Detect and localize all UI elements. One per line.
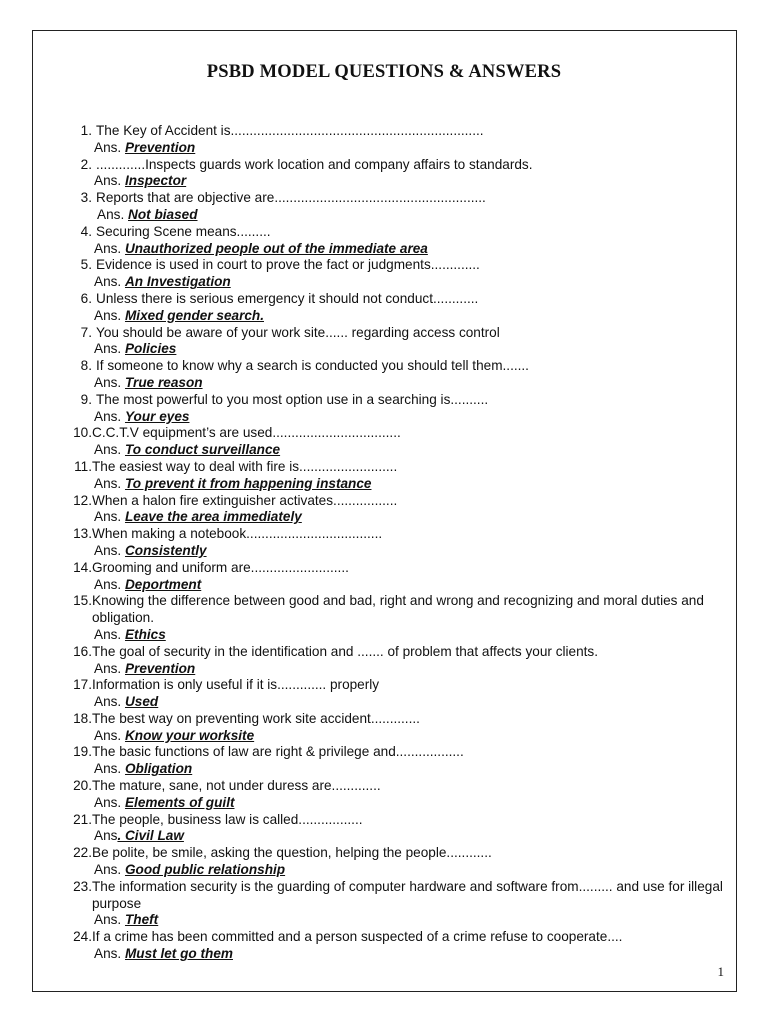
question-text: The most powerful to you most option use in a searching is.......... (96, 391, 489, 407)
answer-line (66, 795, 726, 812)
question-line (66, 459, 726, 476)
answer-line (66, 173, 726, 190)
answer-text: Consistently (124, 542, 207, 558)
answer-line (66, 728, 726, 745)
answer-text: Leave the area immediately (124, 509, 302, 525)
answer-prefix: Ans (94, 828, 118, 844)
answer-text: Not biased (128, 206, 198, 222)
question-text: The easiest way to deal with fire is.......................... (92, 458, 398, 474)
answer-line (66, 828, 726, 845)
answer-line (66, 442, 726, 459)
answer-line (66, 140, 726, 157)
question-number: 3. (80, 190, 92, 206)
question-number: 18. (73, 710, 92, 726)
answer-text: Theft (124, 912, 159, 928)
answer-prefix: Ans. (94, 862, 125, 878)
answer-text: Know your worksite (124, 727, 255, 743)
question-number: 24. (73, 929, 92, 945)
question-line (66, 778, 726, 795)
question-text: The information security is the guarding of computer hardware and software from......... and use for illegal purpose (92, 878, 727, 911)
question-item (66, 425, 726, 459)
question-text: Reports that are objective are........................................................ (96, 190, 486, 206)
question-line (66, 493, 726, 510)
question-text: Unless there is serious emergency it should not conduct............ (96, 290, 479, 306)
answer-text: Deportment (124, 576, 202, 592)
question-number: 23. (73, 878, 92, 894)
question-text: If a crime has been committed and a person suspected of a crime refuse to cooperate.... (92, 929, 623, 945)
question-line (66, 291, 726, 308)
question-line (66, 526, 726, 543)
question-line (66, 593, 726, 627)
question-number: 19. (73, 744, 92, 760)
question-number: 1. (80, 123, 92, 138)
question-line (66, 224, 726, 241)
question-item (66, 812, 726, 846)
question-line (66, 190, 726, 207)
question-number: 15. (73, 593, 92, 609)
question-number: 21. (73, 811, 92, 827)
answer-text: Prevention (124, 660, 196, 676)
question-item (66, 157, 726, 191)
question-item (66, 526, 726, 560)
answer-text: Your eyes (124, 408, 190, 424)
answer-prefix: Ans. (94, 946, 125, 962)
question-item (66, 325, 726, 359)
answer-text: Obligation (124, 761, 193, 777)
answer-prefix: Ans. (94, 626, 125, 642)
question-line (66, 123, 726, 140)
question-number: 17. (73, 677, 92, 693)
question-item (66, 778, 726, 812)
question-item (66, 677, 726, 711)
answer-line (66, 946, 726, 963)
question-item (66, 711, 726, 745)
answer-prefix: Ans. (94, 509, 125, 525)
question-line (66, 325, 726, 342)
question-item (66, 224, 726, 258)
answer-prefix: Ans. (94, 139, 125, 155)
answer-line (66, 509, 726, 526)
question-number: 5. (80, 257, 92, 273)
question-number: 4. (80, 223, 92, 239)
question-line (66, 560, 726, 577)
answer-prefix: Ans. (94, 912, 125, 928)
question-text: Securing Scene means......... (96, 223, 271, 239)
question-line (66, 157, 726, 174)
question-line (66, 812, 726, 829)
answer-text: Must let go them (124, 946, 233, 962)
answer-prefix: Ans. (94, 542, 125, 558)
question-number: 8. (80, 358, 92, 374)
answer-prefix: Ans. (94, 341, 125, 357)
document-title: PSBD MODEL QUESTIONS & ANSWERS (206, 62, 562, 82)
answer-prefix: Ans. (94, 794, 125, 810)
answer-line (66, 627, 726, 644)
question-text: Information is only useful if it is............. properly (92, 677, 380, 693)
answer-line (66, 661, 726, 678)
answer-text: Inspector (124, 173, 187, 189)
question-item (66, 190, 726, 224)
question-item (66, 879, 726, 929)
question-number: 9. (80, 391, 92, 407)
question-item (66, 358, 726, 392)
question-item (66, 644, 726, 678)
question-line (66, 644, 726, 661)
answer-prefix: Ans. (94, 206, 129, 222)
page-number: 1 (717, 964, 724, 979)
answer-prefix: Ans. (94, 274, 125, 290)
answer-text: Good public relationship (124, 862, 286, 878)
question-item (66, 392, 726, 426)
question-number: 14. (73, 559, 92, 575)
question-number: 11. (74, 458, 92, 474)
question-line (66, 929, 726, 946)
question-number: 22. (73, 845, 92, 861)
question-text: Grooming and uniform are.......................... (92, 559, 349, 575)
answer-prefix: Ans. (94, 761, 125, 777)
question-number: 6. (80, 290, 92, 306)
question-answer-list (66, 123, 726, 963)
answer-line (66, 308, 726, 325)
question-item (66, 560, 726, 594)
answer-text: To conduct surveillance (124, 442, 281, 458)
question-item (66, 744, 726, 778)
question-number: 7. (80, 324, 92, 340)
question-text: If someone to know why a search is conducted you should tell them....... (96, 358, 529, 374)
answer-prefix: Ans. (94, 408, 125, 424)
question-number: 13. (73, 526, 92, 542)
question-item (66, 257, 726, 291)
answer-text: True reason (124, 374, 203, 390)
answer-text: An Investigation (124, 274, 231, 290)
question-number: 10. (73, 425, 92, 441)
answer-line (66, 543, 726, 560)
question-text: Evidence is used in court to prove the fact or judgments............. (96, 257, 480, 273)
answer-line (66, 375, 726, 392)
question-line (66, 257, 726, 274)
question-line (66, 358, 726, 375)
question-item (66, 929, 726, 963)
answer-line (66, 862, 726, 879)
question-item (66, 123, 726, 157)
answer-line (66, 577, 726, 594)
answer-text: Prevention (124, 139, 196, 155)
answer-line (66, 241, 726, 258)
answer-prefix: Ans. (94, 374, 125, 390)
answer-line (66, 761, 726, 778)
answer-line (66, 476, 726, 493)
answer-line (66, 341, 726, 358)
question-item (66, 593, 726, 643)
question-text: The mature, sane, not under duress are............. (92, 778, 381, 794)
question-number: 20. (73, 778, 92, 794)
question-number: 12. (73, 492, 92, 508)
question-item (66, 291, 726, 325)
answer-text: Mixed gender search. (124, 307, 264, 323)
question-text: The best way on preventing work site accident............. (92, 710, 420, 726)
answer-text: To prevent it from happening instance (124, 475, 372, 491)
answer-prefix: Ans. (94, 727, 125, 743)
question-line (66, 677, 726, 694)
question-line (66, 879, 726, 913)
answer-prefix: Ans. (94, 240, 125, 256)
answer-text: Ethics (124, 626, 166, 642)
question-line (66, 711, 726, 728)
question-item (66, 459, 726, 493)
question-text: The Key of Accident is................................................................... (96, 123, 484, 138)
answer-prefix: Ans. (94, 475, 125, 491)
question-line (66, 425, 726, 442)
question-text: Be polite, be smile, asking the question, helping the people............ (92, 845, 492, 861)
question-text: C.C.T.V equipment’s are used.................................. (92, 425, 401, 441)
question-item (66, 493, 726, 527)
answer-text: . Civil Law (117, 828, 184, 844)
answer-text: Unauthorized people out of the immediate area (124, 240, 428, 256)
answer-line (66, 912, 726, 929)
question-text: When making a notebook.................................... (92, 526, 383, 542)
question-number: 2. (80, 156, 92, 172)
question-line (66, 845, 726, 862)
answer-text: Policies (124, 341, 177, 357)
answer-text: Elements of guilt (124, 794, 235, 810)
question-line (66, 392, 726, 409)
question-text: .............Inspects guards work location and company affairs to standards. (96, 156, 533, 172)
question-item (66, 845, 726, 879)
answer-prefix: Ans. (94, 442, 125, 458)
question-text: When a halon fire extinguisher activates................. (92, 492, 398, 508)
answer-line (66, 694, 726, 711)
question-text: The people, business law is called................. (92, 811, 363, 827)
answer-text: Used (124, 694, 159, 710)
answer-prefix: Ans. (94, 660, 125, 676)
answer-prefix: Ans. (94, 694, 125, 710)
question-number: 16. (73, 643, 92, 659)
question-text: The goal of security in the identification and ....... of problem that affects your clients. (92, 643, 599, 659)
answer-prefix: Ans. (94, 307, 125, 323)
question-text: The basic functions of law are right & privilege and.................. (92, 744, 464, 760)
answer-prefix: Ans. (94, 576, 125, 592)
question-line (66, 744, 726, 761)
question-text: Knowing the difference between good and bad, right and wrong and recognizing and moral duties and obligation. (92, 593, 708, 626)
answer-line (66, 274, 726, 291)
answer-line (66, 207, 726, 224)
question-text: You should be aware of your work site...... regarding access control (96, 324, 500, 340)
answer-prefix: Ans. (94, 173, 125, 189)
answer-line (66, 409, 726, 426)
